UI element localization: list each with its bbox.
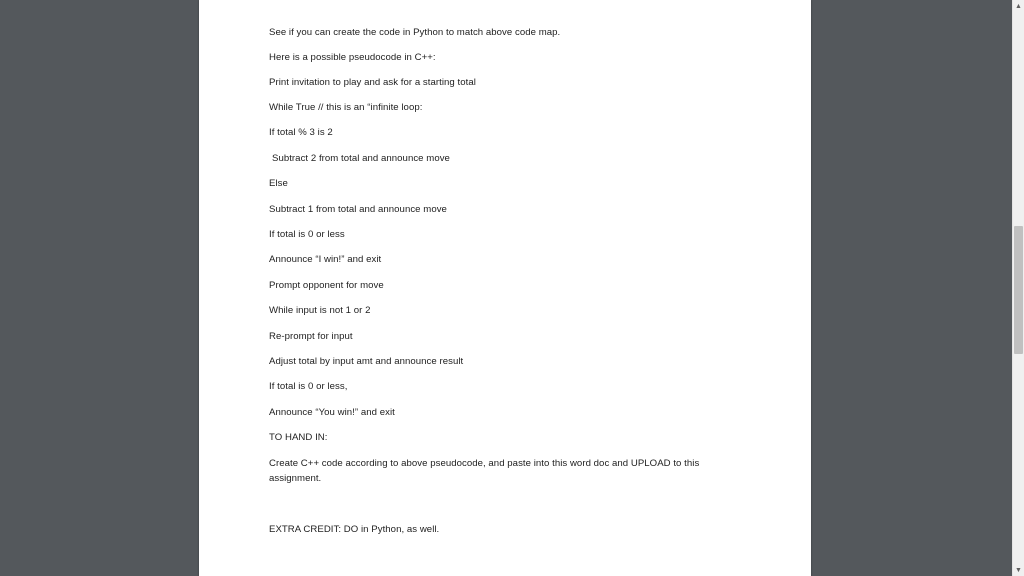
hand-in-paragraph: Create C++ code according to above pseudocode, and paste into this word doc and UPLOAD to this assignment. [269, 458, 700, 484]
doc-line: Announce “You win!” and exit [269, 407, 395, 418]
doc-line: If total is 0 or less [269, 229, 345, 240]
doc-line: Print invitation to play and ask for a starting total [269, 77, 476, 88]
triangle-up-icon[interactable]: ▲ [1015, 2, 1022, 10]
triangle-down-icon[interactable]: ▼ [1015, 566, 1022, 574]
doc-line: Re-prompt for input [269, 331, 353, 342]
doc-line: If total % 3 is 2 [269, 127, 333, 138]
doc-line: While True // this is an “infinite loop: [269, 102, 423, 113]
scroll-thumb[interactable] [1014, 226, 1023, 354]
doc-line: Announce “I win!” and exit [269, 254, 382, 265]
doc-line: Subtract 2 from total and announce move [272, 153, 450, 164]
doc-line: Subtract 1 from total and announce move [269, 204, 447, 215]
doc-line: While input is not 1 or 2 [269, 305, 371, 316]
doc-line: Here is a possible pseudocode in C++: [269, 52, 436, 63]
extra-credit-line: EXTRA CREDIT: DO in Python, as well. [269, 524, 440, 535]
document-page [199, 0, 811, 576]
doc-line: TO HAND IN: [269, 432, 328, 443]
doc-line: Else [269, 178, 288, 189]
doc-line: Adjust total by input amt and announce result [269, 356, 464, 367]
doc-line: If total is 0 or less, [269, 381, 348, 392]
vertical-scrollbar[interactable] [1012, 0, 1024, 576]
doc-line: Prompt opponent for move [269, 280, 384, 291]
doc-line: See if you can create the code in Python to match above code map. [269, 27, 561, 38]
